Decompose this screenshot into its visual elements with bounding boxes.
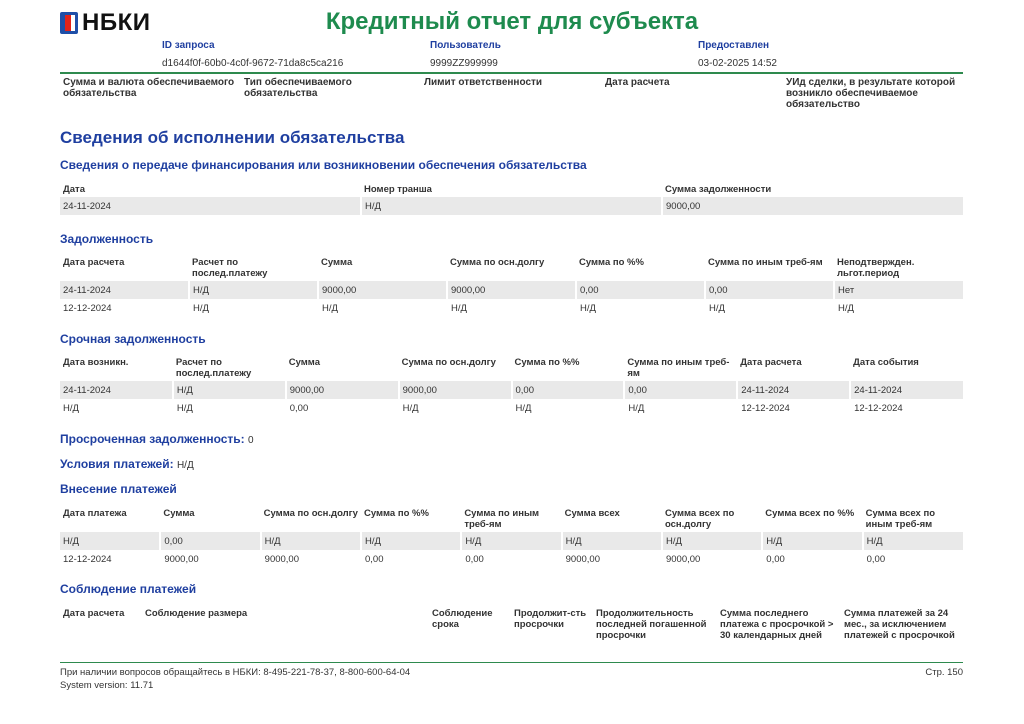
table-cell: 0,00 <box>762 550 862 568</box>
table-cell: Н/Д <box>189 299 318 317</box>
table-cell: 0,00 <box>286 399 399 417</box>
table-cell: Н/Д <box>576 299 705 317</box>
table-header: Расчет по послед.платежу <box>175 357 252 379</box>
table-cell: Н/Д <box>189 281 318 299</box>
table-cell: 9000,00 <box>286 381 399 399</box>
footer-divider <box>60 662 963 663</box>
table-cell: 0,00 <box>512 381 625 399</box>
collateral-col-date: Дата расчета <box>605 77 670 88</box>
table-cell: 9000,00 <box>447 281 576 299</box>
table-cell: Н/Д <box>173 381 286 399</box>
table-header: Сумма платежей за 24 мес., за исключением платежей с просрочкой <box>844 608 955 641</box>
table-cell: 24-11-2024 <box>60 381 173 399</box>
table-cell: 0,00 <box>705 281 834 299</box>
section-title: Сведения об исполнении обязательства <box>60 128 405 147</box>
table-cell: 12-12-2024 <box>850 399 963 417</box>
table-cell: Н/Д <box>173 399 286 417</box>
table-header: Дата <box>63 184 85 195</box>
table-header: Сумма последнего платежа с просрочкой > 30 календарных дней <box>720 608 834 641</box>
table-header: Дата расчета <box>63 257 125 268</box>
overdue-label: Просроченная задолженность: <box>60 432 245 446</box>
table-cell: Н/Д <box>447 299 576 317</box>
table-header: Сумма всех по осн.долгу <box>664 508 735 530</box>
table-cell: Н/Д <box>63 402 79 414</box>
table-cell: 24-11-2024 <box>850 381 963 399</box>
table-cell: 9000,00 <box>562 550 662 568</box>
table-cell: 12-12-2024 <box>63 553 112 565</box>
compliance-table <box>60 606 963 643</box>
collateral-col-deal-id: УИд сделки, в результате которой возникло обеспечиваемое обязательство <box>786 77 956 110</box>
table-header: Сумма всех по %% <box>765 508 855 519</box>
table-cell: Нет <box>834 281 963 299</box>
user-value: 9999ZZ999999 <box>430 58 498 69</box>
document-title: Кредитный отчет для субъекта <box>325 8 699 35</box>
table-cell: Н/Д <box>834 299 963 317</box>
table-row <box>60 299 963 317</box>
table-header: Сумма по осн.долгу <box>401 357 496 368</box>
urgent-header-row <box>60 355 963 381</box>
table-header: Соблюдение срока <box>432 608 493 630</box>
table-cell: 24-11-2024 <box>60 197 361 215</box>
table-cell: Н/Д <box>461 532 561 550</box>
urgent-title: Срочная задолженность <box>60 332 206 346</box>
table-row <box>60 381 963 399</box>
table-header: Расчет по послед.платежу <box>192 257 268 279</box>
table-cell: Н/Д <box>361 532 461 550</box>
table-cell: 0,00 <box>576 281 705 299</box>
table-header: Дата расчета <box>63 608 125 619</box>
table-header: Продолжительность последней погашенной просрочки <box>596 608 707 641</box>
table-cell: Н/Д <box>361 197 662 215</box>
table-header: Сумма по осн.долгу <box>450 257 545 268</box>
footer-contact: При наличии вопросов обращайтесь в НБКИ: 8-495-221-78-37, 8-800-600-64-04 <box>60 667 411 678</box>
debt-title: Задолженность <box>60 232 154 246</box>
logo-text: НБКИ <box>82 9 151 36</box>
table-row <box>60 399 963 417</box>
table-header: Сумма <box>288 357 320 368</box>
table-cell: 9000,00 <box>160 550 260 568</box>
request-id-value: d1644f0f-60b0-4c0f-9672-71da8c5ca216 <box>162 58 344 69</box>
table-header: Сумма <box>321 257 353 268</box>
compliance-header-row <box>60 606 963 643</box>
table-cell: Н/Д <box>762 532 862 550</box>
table-cell: 0,00 <box>361 550 461 568</box>
table-header: Сумма всех <box>564 508 620 519</box>
table-cell: 9000,00 <box>318 281 447 299</box>
footer <box>60 667 963 691</box>
user-block <box>430 40 501 69</box>
financing-table <box>60 182 963 215</box>
table-cell: Н/Д <box>863 532 963 550</box>
payments-title: Внесение платежей <box>60 482 177 496</box>
table-cell: 0,00 <box>624 381 737 399</box>
table-cell: Н/Д <box>60 532 160 550</box>
payments-table <box>60 506 963 568</box>
financing-header-row <box>60 182 963 197</box>
table-header: Номер транша <box>364 184 432 195</box>
table-header: Сумма по иным треб-ям <box>627 357 730 379</box>
table-header: Дата расчета <box>740 357 802 368</box>
payment-terms-line <box>60 457 194 471</box>
table-row <box>60 197 963 215</box>
table-header: Сумма по %% <box>363 508 429 519</box>
table-header: Сумма по %% <box>579 257 644 268</box>
table-header: Сумма по %% <box>514 357 580 368</box>
table-header: Сумма по иным треб-ям <box>464 508 540 530</box>
table-cell: Н/Д <box>624 399 737 417</box>
table-cell: Н/Д <box>261 532 361 550</box>
provided-value: 03-02-2025 14:52 <box>698 58 777 69</box>
table-cell: 12-12-2024 <box>737 399 850 417</box>
table-cell: 0,00 <box>160 532 260 550</box>
table-header: Сумма всех по иным треб-ям <box>865 508 936 530</box>
table-header: Сумма по иным треб-ям <box>708 257 823 268</box>
request-id-block <box>162 40 343 69</box>
table-cell: 9000,00 <box>261 550 361 568</box>
debt-header-row <box>60 255 963 281</box>
table-cell: 9000,00 <box>662 197 963 215</box>
table-header: Дата события <box>853 357 919 368</box>
table-row <box>60 281 963 299</box>
table-cell: Н/Д <box>512 399 625 417</box>
table-header: Дата возникн. <box>63 357 129 368</box>
compliance-title: Соблюдение платежей <box>60 582 197 596</box>
table-header: Неподтвержден. льгот.период <box>837 257 915 279</box>
table-cell: 24-11-2024 <box>737 381 850 399</box>
payment-terms-value: Н/Д <box>176 460 194 471</box>
payments-header-row <box>60 506 963 532</box>
overdue-value: 0 <box>248 435 254 446</box>
table-header: Дата платежа <box>63 508 127 519</box>
table-header: Сумма задолженности <box>665 184 772 195</box>
table-header: Сумма по осн.долгу <box>263 508 358 519</box>
table-cell: Н/Д <box>562 532 662 550</box>
table-cell: 12-12-2024 <box>63 302 112 314</box>
table-row <box>60 532 963 550</box>
table-cell: 9000,00 <box>662 550 762 568</box>
table-row <box>60 550 963 568</box>
header-divider <box>60 72 963 74</box>
debt-table <box>60 255 963 317</box>
table-header: Продолжит-сть просрочки <box>514 608 587 630</box>
payment-terms-label: Условия платежей: <box>60 457 174 471</box>
financing-title: Сведения о передаче финансирования или возникновении обеспечения обязательства <box>60 158 587 172</box>
table-cell: 0,00 <box>461 550 561 568</box>
collateral-col-limit: Лимит ответственности <box>424 77 543 88</box>
urgent-table <box>60 355 963 417</box>
collateral-col-amount: Сумма и валюта обеспечиваемого обязательства <box>63 77 235 99</box>
request-id-label: ID запроса <box>162 40 215 51</box>
table-cell: Н/Д <box>399 399 512 417</box>
collateral-col-type: Тип обеспечиваемого обязательства <box>244 77 352 99</box>
table-header: Соблюдение размера <box>145 608 248 619</box>
table-cell: Н/Д <box>662 532 762 550</box>
user-label: Пользователь <box>430 40 501 51</box>
provided-label: Предоставлен <box>698 40 770 51</box>
table-cell: Н/Д <box>318 299 447 317</box>
overdue-line <box>60 432 254 446</box>
table-cell: 24-11-2024 <box>60 281 189 299</box>
table-cell: 0,00 <box>863 550 963 568</box>
table-header: Сумма <box>163 508 195 519</box>
page-number: Стр. 150 <box>925 667 963 678</box>
table-cell: 9000,00 <box>399 381 512 399</box>
table-cell: Н/Д <box>705 299 834 317</box>
provided-block <box>698 40 777 69</box>
footer-version: System version: 11.71 <box>60 680 154 691</box>
